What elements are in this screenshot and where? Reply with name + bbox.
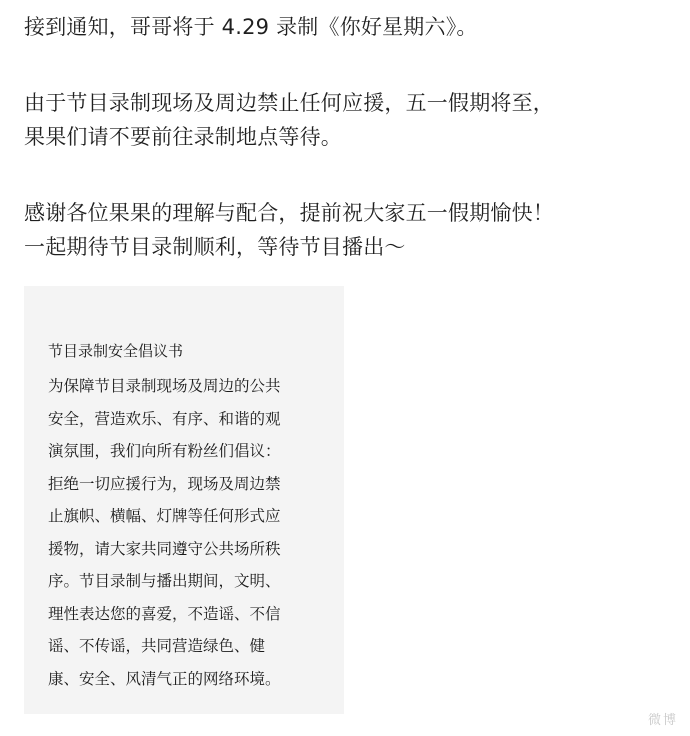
post-paragraph-2-line-1: 由于节目录制现场及周边禁止任何应援，五一假期将至， [24, 91, 554, 115]
post-paragraph-2 [24, 86, 554, 154]
notice-line: 理性表达您的喜爱，不造谣、不信 [48, 604, 281, 623]
notice-line: 安全，营造欢乐、有序、和谐的观 [48, 409, 281, 428]
post-paragraph-3-line-2: 一起期待节目录制顺利，等待节目播出～ [24, 235, 406, 259]
post-paragraph-2-line-2: 果果们请不要前往录制地点等待。 [24, 125, 342, 149]
post-paragraph-3 [24, 196, 554, 264]
post-paragraph-1: 接到通知，哥哥将于 4.29 录制《你好星期六》。 [24, 15, 478, 39]
notice-line: 康、安全、风清气正的网络环境。 [48, 669, 281, 688]
notice-line: 援物，请大家共同遵守公共场所秩 [48, 539, 281, 558]
notice-line: 为保障节目录制现场及周边的公共 [48, 377, 281, 395]
weibo-watermark: 微博 [647, 713, 678, 728]
notice-line: 谣、不传谣，共同营造绿色、健 [48, 637, 266, 655]
notice-line: 演氛围，我们向所有粉丝们倡议： [48, 442, 281, 460]
post-paragraph-3-line-1: 感谢各位果果的理解与配合，提前祝大家五一假期愉快！ [24, 201, 554, 225]
notice-line: 止旗帜、横幅、灯牌等任何形式应 [48, 507, 281, 525]
notice-image[interactable] [24, 286, 344, 714]
notice-title: 节目录制安全倡议书 [48, 342, 184, 360]
notice-line: 拒绝一切应援行为，现场及周边禁 [48, 474, 281, 493]
notice-line: 序。节目录制与播出期间，文明、 [48, 572, 281, 590]
notice-body [48, 370, 338, 695]
